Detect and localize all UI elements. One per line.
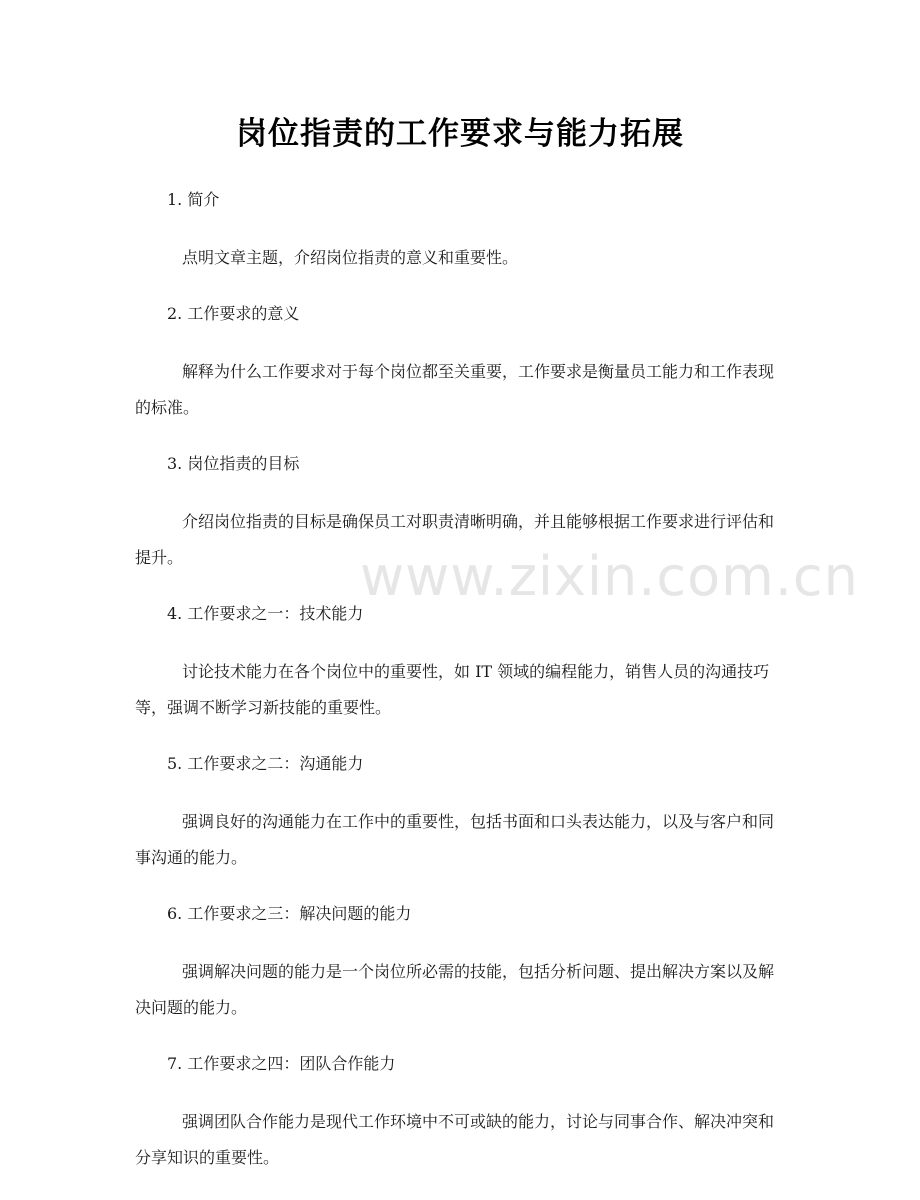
section-paragraph: 强调解决问题的能力是一个岗位所必需的技能，包括分析问题、提出解决方案以及解决问题的能力。 [135,962,775,1017]
section-heading: 6. 工作要求之三：解决问题的能力 [167,904,412,923]
section-paragraph: 强调良好的沟通能力在工作中的重要性，包括书面和口头表达能力，以及与客户和同事沟通的能力。 [135,812,775,867]
section-heading: 1. 简介 [167,190,220,209]
section-heading: 3. 岗位指责的目标 [167,454,300,473]
document-body [135,186,785,1200]
section-paragraph: 解释为什么工作要求对于每个岗位都至关重要，工作要求是衡量员工能力和工作表现的标准。 [135,362,775,417]
section-paragraph: 介绍岗位指责的目标是确保员工对职责清晰明确，并且能够根据工作要求进行评估和提升。 [135,512,775,567]
watermark: www.zixin.com.cn [360,545,859,608]
section-heading: 5. 工作要求之二：沟通能力 [167,754,364,773]
section-paragraph: 强调团队合作能力是现代工作环境中不可或缺的能力，讨论与同事合作、解决冲突和分享知识的重要性。 [135,1112,775,1167]
section-paragraph: 点明文章主题，介绍岗位指责的意义和重要性。 [182,248,519,267]
document-title: 岗位指责的工作要求与能力拓展 [236,116,684,152]
section-heading: 7. 工作要求之四：团队合作能力 [167,1054,396,1073]
section-heading: 4. 工作要求之一：技术能力 [167,604,364,623]
section-paragraph: 讨论技术能力在各个岗位中的重要性，如 IT 领域的编程能力，销售人员的沟通技巧等，强调不断学习新技能的重要性。 [135,662,770,717]
section-heading: 2. 工作要求的意义 [167,304,300,323]
